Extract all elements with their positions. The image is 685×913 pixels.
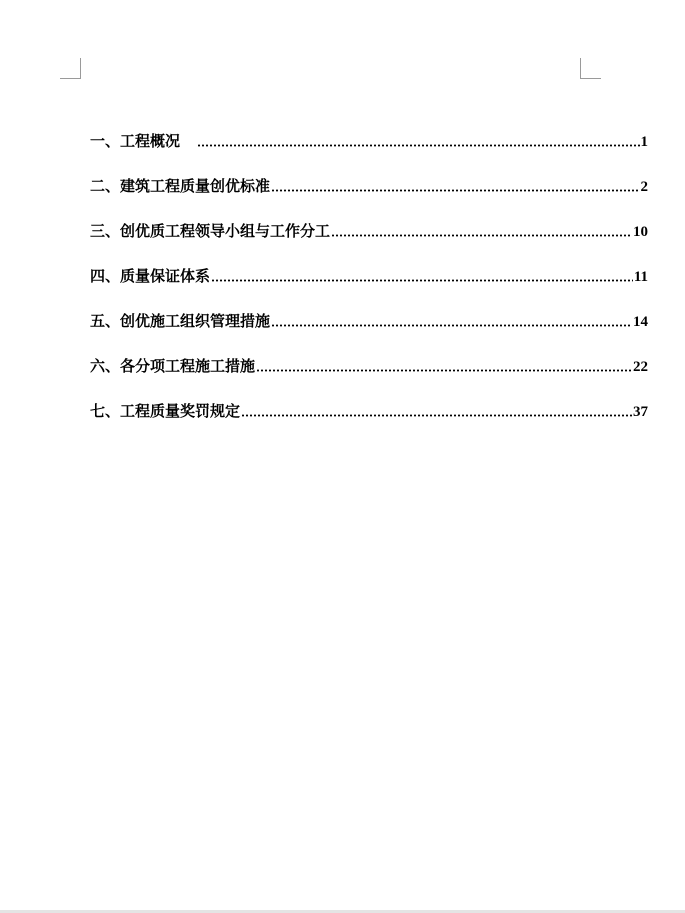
toc-entry-6[interactable] [90,355,648,400]
toc-entry-title: 五、创优施工组织管理措施 [90,312,271,330]
toc-entry-2[interactable] [90,175,648,220]
toc-page-number: 22 [633,359,648,375]
margin-corner-mark-top-right [580,58,601,79]
toc-entry-3[interactable] [90,220,648,265]
toc-entry-title: 七、工程质量奖罚规定 [90,402,241,420]
toc-dot-leader [331,223,632,237]
toc-dot-leader [271,313,632,327]
toc-dot-leader [197,133,639,147]
toc-page-number: 14 [633,314,648,330]
toc-entry-title: 二、建筑工程质量创优标准 [90,177,271,195]
toc-entry-1[interactable] [90,130,648,175]
toc-entry-4[interactable] [90,265,648,310]
margin-corner-mark-top-left [60,58,81,79]
toc-entry-title: 四、质量保证体系 [90,267,211,285]
table-of-contents [90,130,648,445]
toc-dot-leader [256,358,632,372]
toc-page-number: 1 [640,134,648,150]
toc-entry-title: 一、工程概况 [90,132,181,150]
toc-page-number: 10 [633,224,648,240]
toc-entry-7[interactable] [90,400,648,445]
toc-page-number: 11 [633,269,648,285]
toc-page-number: 37 [633,404,648,420]
toc-entry-title: 三、创优质工程领导小组与工作分工 [90,222,331,240]
toc-dot-leader [211,268,633,282]
toc-dot-leader [271,178,639,192]
toc-entry-title: 六、各分项工程施工措施 [90,357,256,375]
toc-entry-5[interactable] [90,310,648,355]
toc-dot-leader [241,403,632,417]
toc-page-number: 2 [640,179,648,195]
